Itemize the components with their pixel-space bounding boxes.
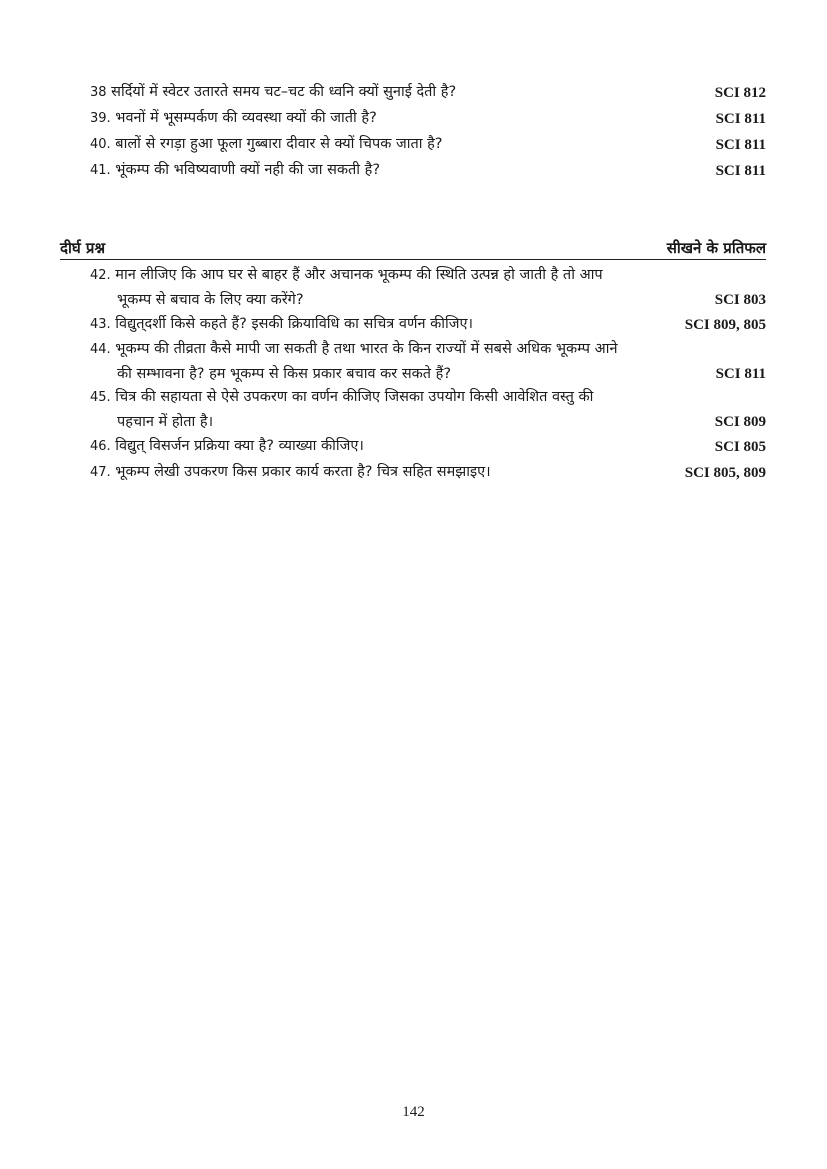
question-number: 41. xyxy=(90,163,111,178)
question-text: विद्युत्‌ विसर्जन प्रक्रिया क्या है? व्याख्या कीजिए। xyxy=(115,438,364,454)
question-text-line2: पहचान में होता है। xyxy=(117,414,214,430)
outcome-code: SCI 811 xyxy=(715,137,766,153)
outcome-code: SCI 805 xyxy=(714,439,766,455)
question-number: 39. xyxy=(90,111,111,126)
section-right-title: सीखने के प्रतिफल xyxy=(666,239,766,257)
question-text-line2: भूकम्प से बचाव के लिए क्या करेंगे? xyxy=(117,292,304,308)
question-text: सर्दियों में स्वेटर उतारते समय चट–चट की ध्वनि क्यों सुनाई देती है? xyxy=(111,84,457,100)
question-text: भवनों में भूसम्पर्कण की व्यवस्था क्यों की जाती है? xyxy=(115,110,377,126)
question-number: 38 xyxy=(90,85,107,100)
question-41 xyxy=(90,158,766,183)
question-number: 42. xyxy=(90,268,111,283)
outcome-code: SCI 805, 809 xyxy=(684,465,766,481)
section-header xyxy=(60,237,766,260)
outcome-code: SCI 809 xyxy=(714,414,766,430)
question-text: भूंकम्प की भविष्यवाणी क्यों नही की जा सकती है? xyxy=(115,162,381,178)
question-45 xyxy=(90,385,766,434)
question-text: बालों से रगड़ा हुआ फूला गुब्बारा दीवार से क्यों चिपक जाता है? xyxy=(115,136,443,152)
question-text-line1: मान लीजिए कि आप घर से बाहर हैं और अचानक भूकम्प की स्थिति उत्पन्न हो जाती है तो आप xyxy=(115,267,603,283)
question-40 xyxy=(90,132,766,157)
question-42 xyxy=(90,263,766,312)
question-number: 40. xyxy=(90,137,111,152)
question-47 xyxy=(90,460,766,485)
question-38 xyxy=(90,80,766,105)
question-number: 44. xyxy=(90,342,111,357)
question-text-line2: की सम्भावना है? हम भूकम्प से किस प्रकार बचाव कर सकते हैं? xyxy=(117,366,452,382)
question-text: विद्युत्‌दर्शी किसे कहते हैं? इसकी क्रियाविधि का सचित्र वर्णन कीजिए। xyxy=(115,316,474,332)
question-43 xyxy=(90,312,766,337)
question-number: 45. xyxy=(90,390,111,405)
question-number: 43. xyxy=(90,317,111,332)
outcome-code: SCI 811 xyxy=(715,111,766,127)
section-title: दीर्घ प्रश्न xyxy=(60,239,106,257)
question-number: 47. xyxy=(90,465,111,480)
outcome-code: SCI 812 xyxy=(714,85,766,101)
outcome-code: SCI 803 xyxy=(714,292,766,308)
outcome-code: SCI 811 xyxy=(715,366,766,382)
question-39 xyxy=(90,106,766,131)
outcome-code: SCI 809, 805 xyxy=(684,317,766,333)
question-text-line1: भूकम्प की तीव्रता कैसे मापी जा सकती है तथा भारत के किन राज्यों में सबसे अधिक भूकम्प आने xyxy=(115,341,618,357)
question-number: 46. xyxy=(90,439,111,454)
page-number: 142 xyxy=(402,1104,425,1120)
question-46 xyxy=(90,434,766,459)
question-text-line1: चित्र की सहायता से ऐसे उपकरण का वर्णन कीजिए जिसका उपयोग किसी आवेशित वस्तु की xyxy=(115,389,594,405)
outcome-code: SCI 811 xyxy=(715,163,766,179)
question-text: भूकम्प लेखी उपकरण किस प्रकार कार्य करता है? चित्र सहित समझाइए। xyxy=(115,464,491,480)
question-44 xyxy=(90,337,766,386)
